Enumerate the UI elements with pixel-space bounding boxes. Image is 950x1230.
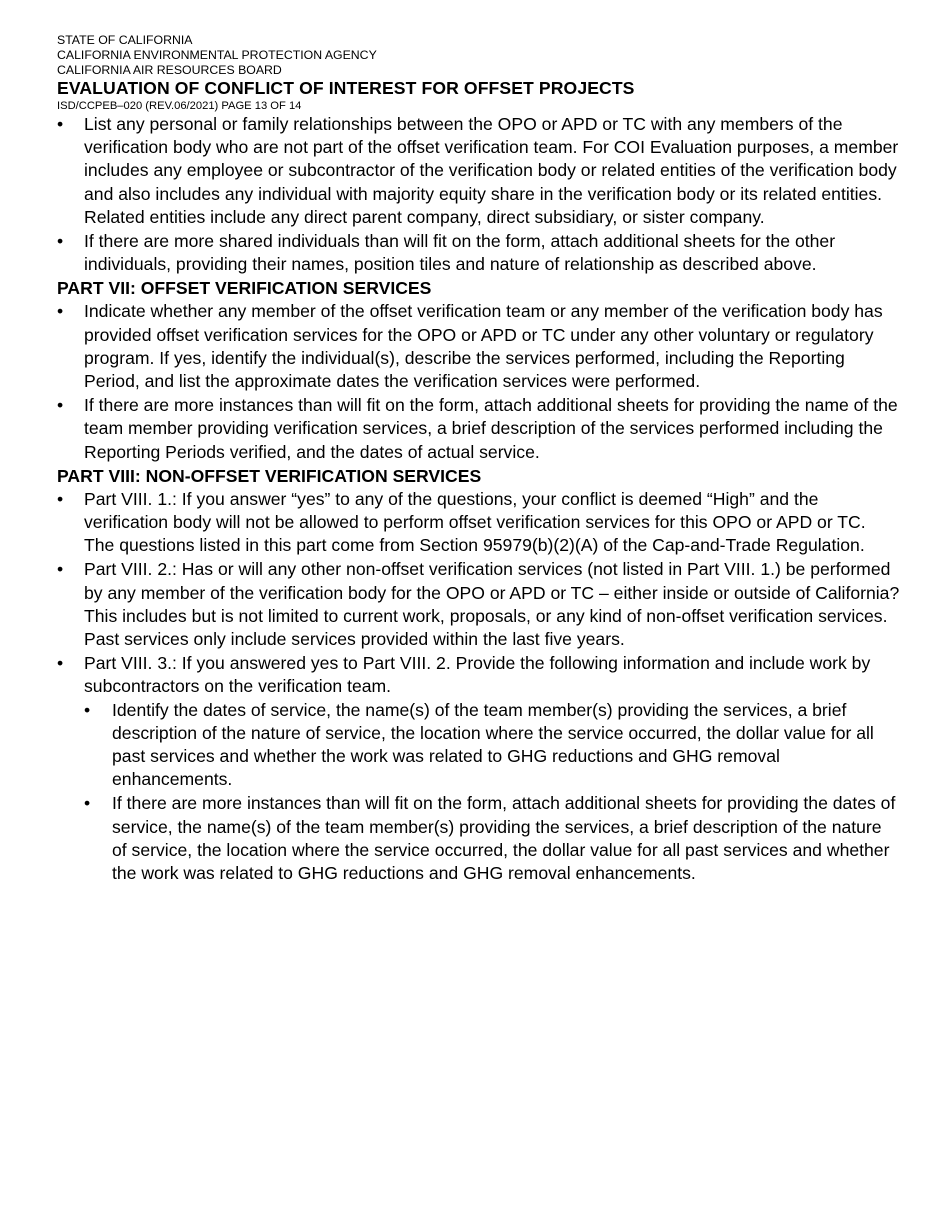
part7-heading: PART VII: OFFSET VERIFICATION SERVICES <box>57 278 432 299</box>
list-item-text: If there are more shared individuals than will fit on the form, attach additional sheets for the other individuals, providing their names, position tiles and nature of relationship as described above. <box>84 231 836 275</box>
list-item-text: List any personal or family relationships between the OPO or APD or TC with any members of the verification body who are not part of the offset verification team. For COI Evaluation purposes, a member includes any employee or subcontractor of the verification body or related entities of the verification body and also includes any individual with majority equity share in the verification body or its related entities. Related entities include any direct parent company, direct subsidiary, or sister company. <box>84 114 899 227</box>
intro-bullet-list <box>57 113 900 276</box>
bullet-icon: • <box>84 793 91 814</box>
form-id-page: ISD/CCPEB–020 (REV.06/2021) PAGE 13 OF 14 <box>57 100 302 112</box>
list-item-text: Indicate whether any member of the offset verification team or any member of the verification body has provided offset verification services for the OPO or APD or TC under any other voluntary or regulatory program. If yes, identify the individual(s), describe the services performed, including the Reporting Period, and list the approximate dates the verification services were performed. <box>84 301 883 392</box>
part8-sub-bullet-list <box>84 699 900 886</box>
header-agency: CALIFORNIA ENVIRONMENTAL PROTECTION AGENCY <box>57 48 377 62</box>
list-item-text: Part VIII. 3.: If you answered yes to Part VIII. 2. Provide the following information and include work by subcontractors on the verification team. <box>84 653 871 697</box>
form-header <box>57 33 900 113</box>
list-item <box>57 394 900 464</box>
part8-heading: PART VIII: NON-OFFSET VERIFICATION SERVICES <box>57 465 482 486</box>
bullet-icon: • <box>57 559 64 580</box>
bullet-icon: • <box>57 114 64 134</box>
header-state: STATE OF CALIFORNIA <box>57 33 193 47</box>
part7-bullet-list <box>57 300 900 463</box>
list-item <box>57 652 900 885</box>
header-board: CALIFORNIA AIR RESOURCES BOARD <box>57 63 282 77</box>
list-item <box>57 113 900 229</box>
form-title: EVALUATION OF CONFLICT OF INTEREST FOR OFFSET PROJECTS <box>57 78 635 98</box>
bullet-icon: • <box>57 653 64 674</box>
list-item <box>57 300 900 393</box>
sub-list-item <box>84 792 900 885</box>
document-page <box>57 33 900 886</box>
bullet-icon: • <box>57 231 64 252</box>
part8-bullet-list <box>57 488 900 885</box>
sub-list-item-text: Identify the dates of service, the name(s) of the team member(s) providing the services, a brief description of the nature of service, the location where the service occurred, the dollar value for all past services and whether the work was related to GHG reductions and GHG removal enhancements. <box>112 699 874 790</box>
bullet-icon: • <box>57 488 64 509</box>
sub-list-item-text: If there are more instances than will fit on the form, attach additional sheets for providing the dates of service, the name(s) of the team member(s) providing the services, a brief description of the nature of service, the location where the service occurred, the dollar value for all past services and whether the work was related to GHG reductions and GHG removal enhancements. <box>112 793 896 884</box>
bullet-icon: • <box>57 301 64 322</box>
sub-list-item <box>84 699 900 792</box>
list-item-text: If there are more instances than will fit on the form, attach additional sheets for providing the name of the team member providing verification services, a brief description of the services performed including the Reporting Periods verified, and the dates of actual service. <box>84 395 898 462</box>
list-item <box>57 230 900 276</box>
list-item <box>57 558 900 651</box>
list-item-text: Part VIII. 1.: If you answer “yes” to any of the questions, your conflict is deemed “High” and the verification body will not be allowed to perform offset verification services for this OPO or APD or TC. The questions listed in this part come from Section 95979(b)(2)(A) of the Cap-and-Trade Regulation. <box>84 488 866 556</box>
list-item <box>57 488 900 558</box>
bullet-icon: • <box>84 699 91 720</box>
bullet-icon: • <box>57 395 64 416</box>
list-item-text: Part VIII. 2.: Has or will any other non-offset verification services (not listed in Part VIII. 1.) be performed by any member of the verification body for the OPO or APD or TC – either inside or outside of California? This includes but is not limited to current work, proposals, or any kind of non-offset verification services. Past services only include services provided within the last five years. <box>84 559 900 650</box>
